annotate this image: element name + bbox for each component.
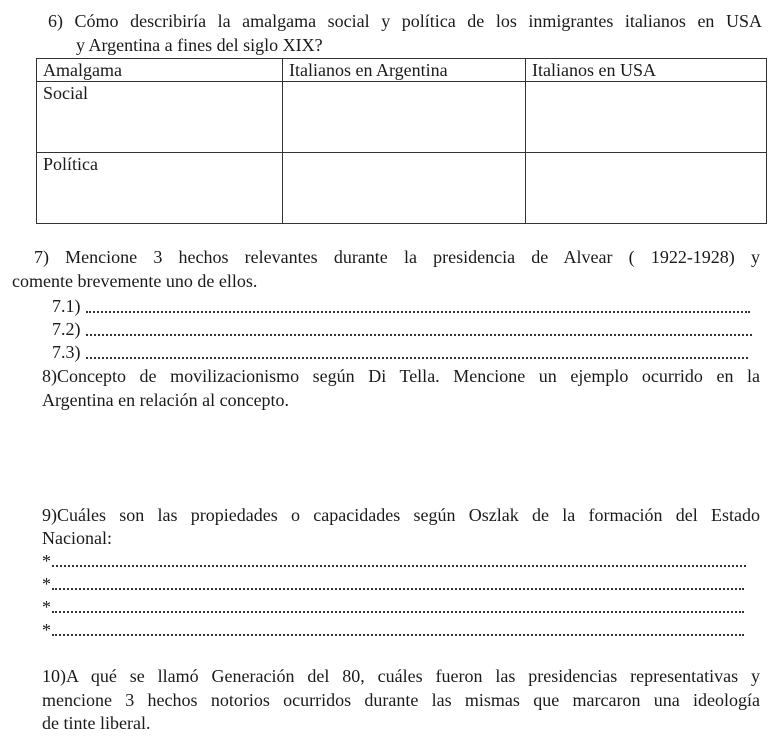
question-6-line-1: 6) Cómo describiría la amalgama social y política de los inmigrantes italianos en USA xyxy=(48,11,762,31)
table-cell-social-label: Social xyxy=(37,82,283,153)
table-header-usa: Italianos en USA xyxy=(526,59,767,82)
bullet-3: * xyxy=(42,597,51,617)
answer-line-9-2[interactable] xyxy=(52,588,744,590)
answer-label-7-1: 7.1) xyxy=(52,296,81,316)
table-cell-politica-label: Política xyxy=(37,153,283,224)
answer-line-9-3[interactable] xyxy=(52,611,744,613)
bullet-2: * xyxy=(42,574,51,594)
table-cell-politica-usa[interactable] xyxy=(526,153,767,224)
question-6-line-2: y Argentina a fines del siglo XIX? xyxy=(76,35,323,55)
question-10-line-2: mencione 3 hechos notorios ocurridos durante las mismas que marcaron una ideología xyxy=(42,690,760,710)
answer-line-7-3[interactable] xyxy=(86,357,748,359)
table-cell-social-usa[interactable] xyxy=(526,82,767,153)
table-header-argentina: Italianos en Argentina xyxy=(283,59,526,82)
question-7-line-2: comente brevemente uno de ellos. xyxy=(12,271,258,291)
bullet-4: * xyxy=(42,620,51,640)
question-10-line-1: 10)A qué se llamó Generación del 80, cuáles fueron las presidencias representativas y xyxy=(42,666,760,686)
amalgam-table xyxy=(36,58,767,224)
answer-line-7-2[interactable] xyxy=(86,334,752,336)
answer-label-7-3: 7.3) xyxy=(52,342,81,362)
table-row-politica xyxy=(37,153,767,224)
answer-label-7-2: 7.2) xyxy=(52,319,81,339)
question-8-line-1: 8)Concepto de movilizacionismo según Di Tella. Mencione un ejemplo ocurrido en la xyxy=(42,366,760,386)
answer-line-7-1[interactable] xyxy=(86,311,750,313)
table-header-row xyxy=(37,59,767,82)
table-cell-politica-argentina[interactable] xyxy=(283,153,526,224)
question-8-line-2: Argentina en relación al concepto. xyxy=(42,390,290,410)
question-10-line-3: de tinte liberal. xyxy=(42,713,151,733)
question-9-line-1: 9)Cuáles son las propiedades o capacidades según Oszlak de la formación del Estado xyxy=(42,505,760,525)
table-row-social xyxy=(37,82,767,153)
answer-line-9-4[interactable] xyxy=(52,634,744,636)
answer-line-9-1[interactable] xyxy=(52,565,746,567)
bullet-1: * xyxy=(42,551,51,571)
question-7-line-1: 7) Mencione 3 hechos relevantes durante la presidencia de Alvear ( 1922-1928) y xyxy=(34,247,760,267)
question-9-line-2: Nacional: xyxy=(42,528,112,548)
table-cell-social-argentina[interactable] xyxy=(283,82,526,153)
table-header-amalgama: Amalgama xyxy=(37,59,283,82)
